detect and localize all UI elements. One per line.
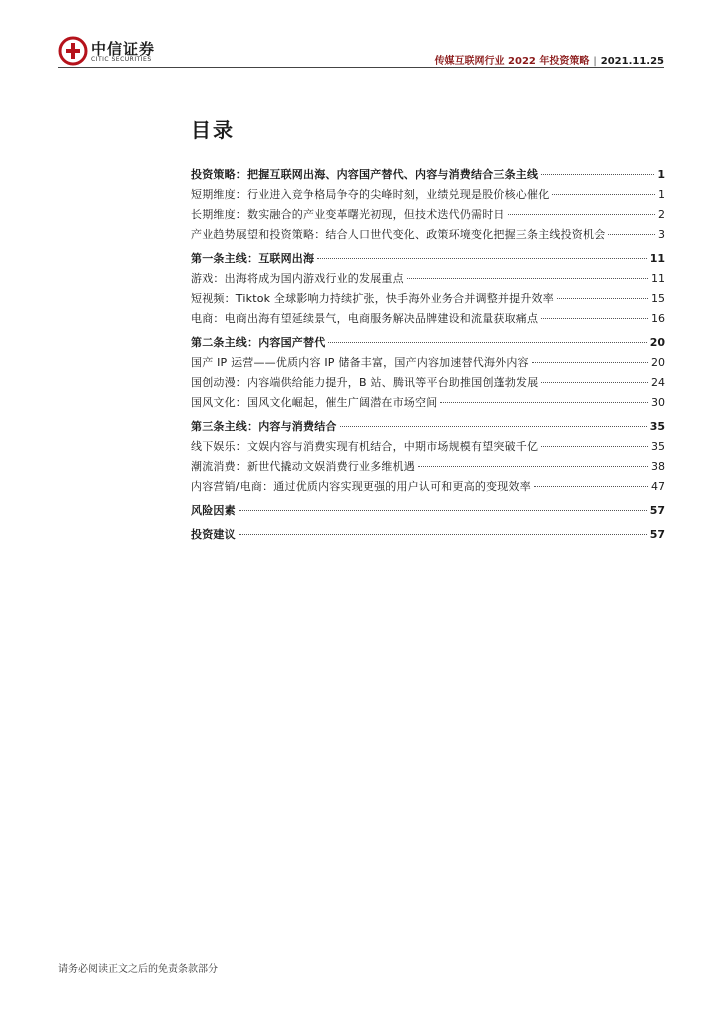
toc-entry-label: 电商：电商出海有望延续景气，电商服务解决品牌建设和流量获取痛点 bbox=[191, 312, 539, 325]
toc-page-number: 2 bbox=[658, 208, 665, 221]
toc-dot-leader bbox=[552, 194, 655, 195]
toc-page-number: 57 bbox=[649, 504, 665, 517]
toc-subsection-entry[interactable] bbox=[191, 207, 665, 222]
toc-entry-label: 长期维度：数实融合的产业变革曙光初现，但技术迭代仍需时日 bbox=[191, 208, 505, 221]
toc-page-number: 35 bbox=[651, 440, 665, 453]
toc-dot-leader bbox=[534, 486, 648, 487]
toc-entry-label: 第三条主线：内容与消费结合 bbox=[191, 420, 337, 433]
toc-subsection-entry[interactable] bbox=[191, 395, 665, 410]
toc-subsection-entry[interactable] bbox=[191, 311, 665, 326]
header-divider bbox=[58, 67, 664, 68]
toc-dot-leader bbox=[608, 234, 655, 235]
toc-dot-leader bbox=[239, 510, 647, 511]
toc-page-number: 15 bbox=[651, 292, 665, 305]
toc-page-number: 3 bbox=[658, 228, 665, 241]
report-title: 传媒互联网行业 2022 年投资策略 bbox=[434, 56, 590, 67]
toc-subsection-entry[interactable] bbox=[191, 459, 665, 474]
toc-dot-leader bbox=[440, 402, 648, 403]
toc-dot-leader bbox=[407, 278, 648, 279]
disclaimer-footer: 请务必阅读正文之后的免责条款部分 bbox=[58, 964, 218, 975]
toc-subsection-entry[interactable] bbox=[191, 355, 665, 370]
toc-entry-label: 国产 IP 运营——优质内容 IP 储备丰富，国产内容加速替代海外内容 bbox=[191, 356, 529, 369]
toc-dot-leader bbox=[557, 298, 648, 299]
toc-dot-leader bbox=[418, 466, 648, 467]
toc-entry-label: 短期维度：行业进入竞争格局争夺的尖峰时刻，业绩兑现是股价核心催化 bbox=[191, 188, 550, 201]
toc-subsection-entry[interactable] bbox=[191, 291, 665, 306]
toc-dot-leader bbox=[239, 534, 647, 535]
toc-subsection-entry[interactable] bbox=[191, 479, 665, 494]
toc-entry-label: 国创动漫：内容端供给能力提升，B 站、腾讯等平台助推国创蓬勃发展 bbox=[191, 376, 539, 389]
toc-page-number: 38 bbox=[651, 460, 665, 473]
toc-dot-leader bbox=[541, 318, 648, 319]
toc-dot-leader bbox=[508, 214, 655, 215]
toc-dot-leader bbox=[541, 174, 654, 175]
toc-dot-leader bbox=[541, 446, 648, 447]
toc-section-entry[interactable] bbox=[191, 419, 665, 434]
page-header bbox=[0, 0, 724, 72]
toc-page-number: 35 bbox=[649, 420, 665, 433]
report-info bbox=[435, 52, 664, 67]
toc-page-number: 1 bbox=[658, 188, 665, 201]
toc-page-number: 11 bbox=[649, 252, 665, 265]
toc-entry-label: 内容营销/电商：通过优质内容实现更强的用户认可和更高的变现效率 bbox=[191, 480, 531, 493]
toc-subsection-entry[interactable] bbox=[191, 439, 665, 454]
toc-section-entry[interactable] bbox=[191, 167, 665, 182]
toc-entry-label: 国风文化：国风文化崛起，催生广阔潜在市场空间 bbox=[191, 396, 438, 409]
table-of-contents bbox=[191, 167, 665, 547]
header-separator: | bbox=[593, 56, 597, 67]
toc-page-number: 16 bbox=[651, 312, 665, 325]
toc-subsection-entry[interactable] bbox=[191, 227, 665, 242]
toc-entry-label: 游戏：出海将成为国内游戏行业的发展重点 bbox=[191, 272, 404, 285]
toc-entry-label: 风险因素 bbox=[191, 504, 236, 517]
toc-entry-label: 产业趋势展望和投资策略：结合人口世代变化、政策环境变化把握三条主线投资机会 bbox=[191, 228, 606, 241]
toc-section-entry[interactable] bbox=[191, 527, 665, 542]
toc-page-number: 1 bbox=[657, 168, 665, 181]
report-date: 2021.11.25 bbox=[600, 56, 664, 67]
toc-entry-label: 投资策略：把握互联网出海、内容国产替代、内容与消费结合三条主线 bbox=[191, 168, 539, 181]
toc-section-entry[interactable] bbox=[191, 503, 665, 518]
toc-page-number: 20 bbox=[649, 336, 665, 349]
toc-page-number: 57 bbox=[649, 528, 665, 541]
citic-logo-icon bbox=[58, 36, 88, 66]
toc-subsection-entry[interactable] bbox=[191, 375, 665, 390]
brand-name-cn: 中信证券 bbox=[91, 40, 156, 58]
toc-page-number: 30 bbox=[651, 396, 665, 409]
toc-section-entry[interactable] bbox=[191, 251, 665, 266]
toc-page-number: 47 bbox=[651, 480, 665, 493]
toc-section-entry[interactable] bbox=[191, 335, 665, 350]
brand-name-en: CITIC SECURITIES bbox=[91, 56, 152, 63]
toc-subsection-entry[interactable] bbox=[191, 271, 665, 286]
toc-page-number: 11 bbox=[651, 272, 665, 285]
toc-dot-leader bbox=[317, 258, 646, 259]
toc-title: 目录 bbox=[191, 118, 235, 142]
citic-logo bbox=[58, 36, 168, 66]
toc-subsection-entry[interactable] bbox=[191, 187, 665, 202]
toc-dot-leader bbox=[340, 426, 647, 427]
toc-page-number: 20 bbox=[651, 356, 665, 369]
toc-dot-leader bbox=[541, 382, 648, 383]
toc-entry-label: 线下娱乐：文娱内容与消费实现有机结合，中期市场规模有望突破千亿 bbox=[191, 440, 539, 453]
toc-dot-leader bbox=[328, 342, 646, 343]
toc-entry-label: 第一条主线：互联网出海 bbox=[191, 252, 315, 265]
toc-entry-label: 潮流消费：新世代撬动文娱消费行业多维机遇 bbox=[191, 460, 415, 473]
toc-dot-leader bbox=[532, 362, 648, 363]
toc-entry-label: 第二条主线：内容国产替代 bbox=[191, 336, 326, 349]
toc-entry-label: 投资建议 bbox=[191, 528, 236, 541]
toc-entry-label: 短视频：Tiktok 全球影响力持续扩张，快手海外业务合并调整并提升效率 bbox=[191, 292, 554, 305]
toc-page-number: 24 bbox=[651, 376, 665, 389]
